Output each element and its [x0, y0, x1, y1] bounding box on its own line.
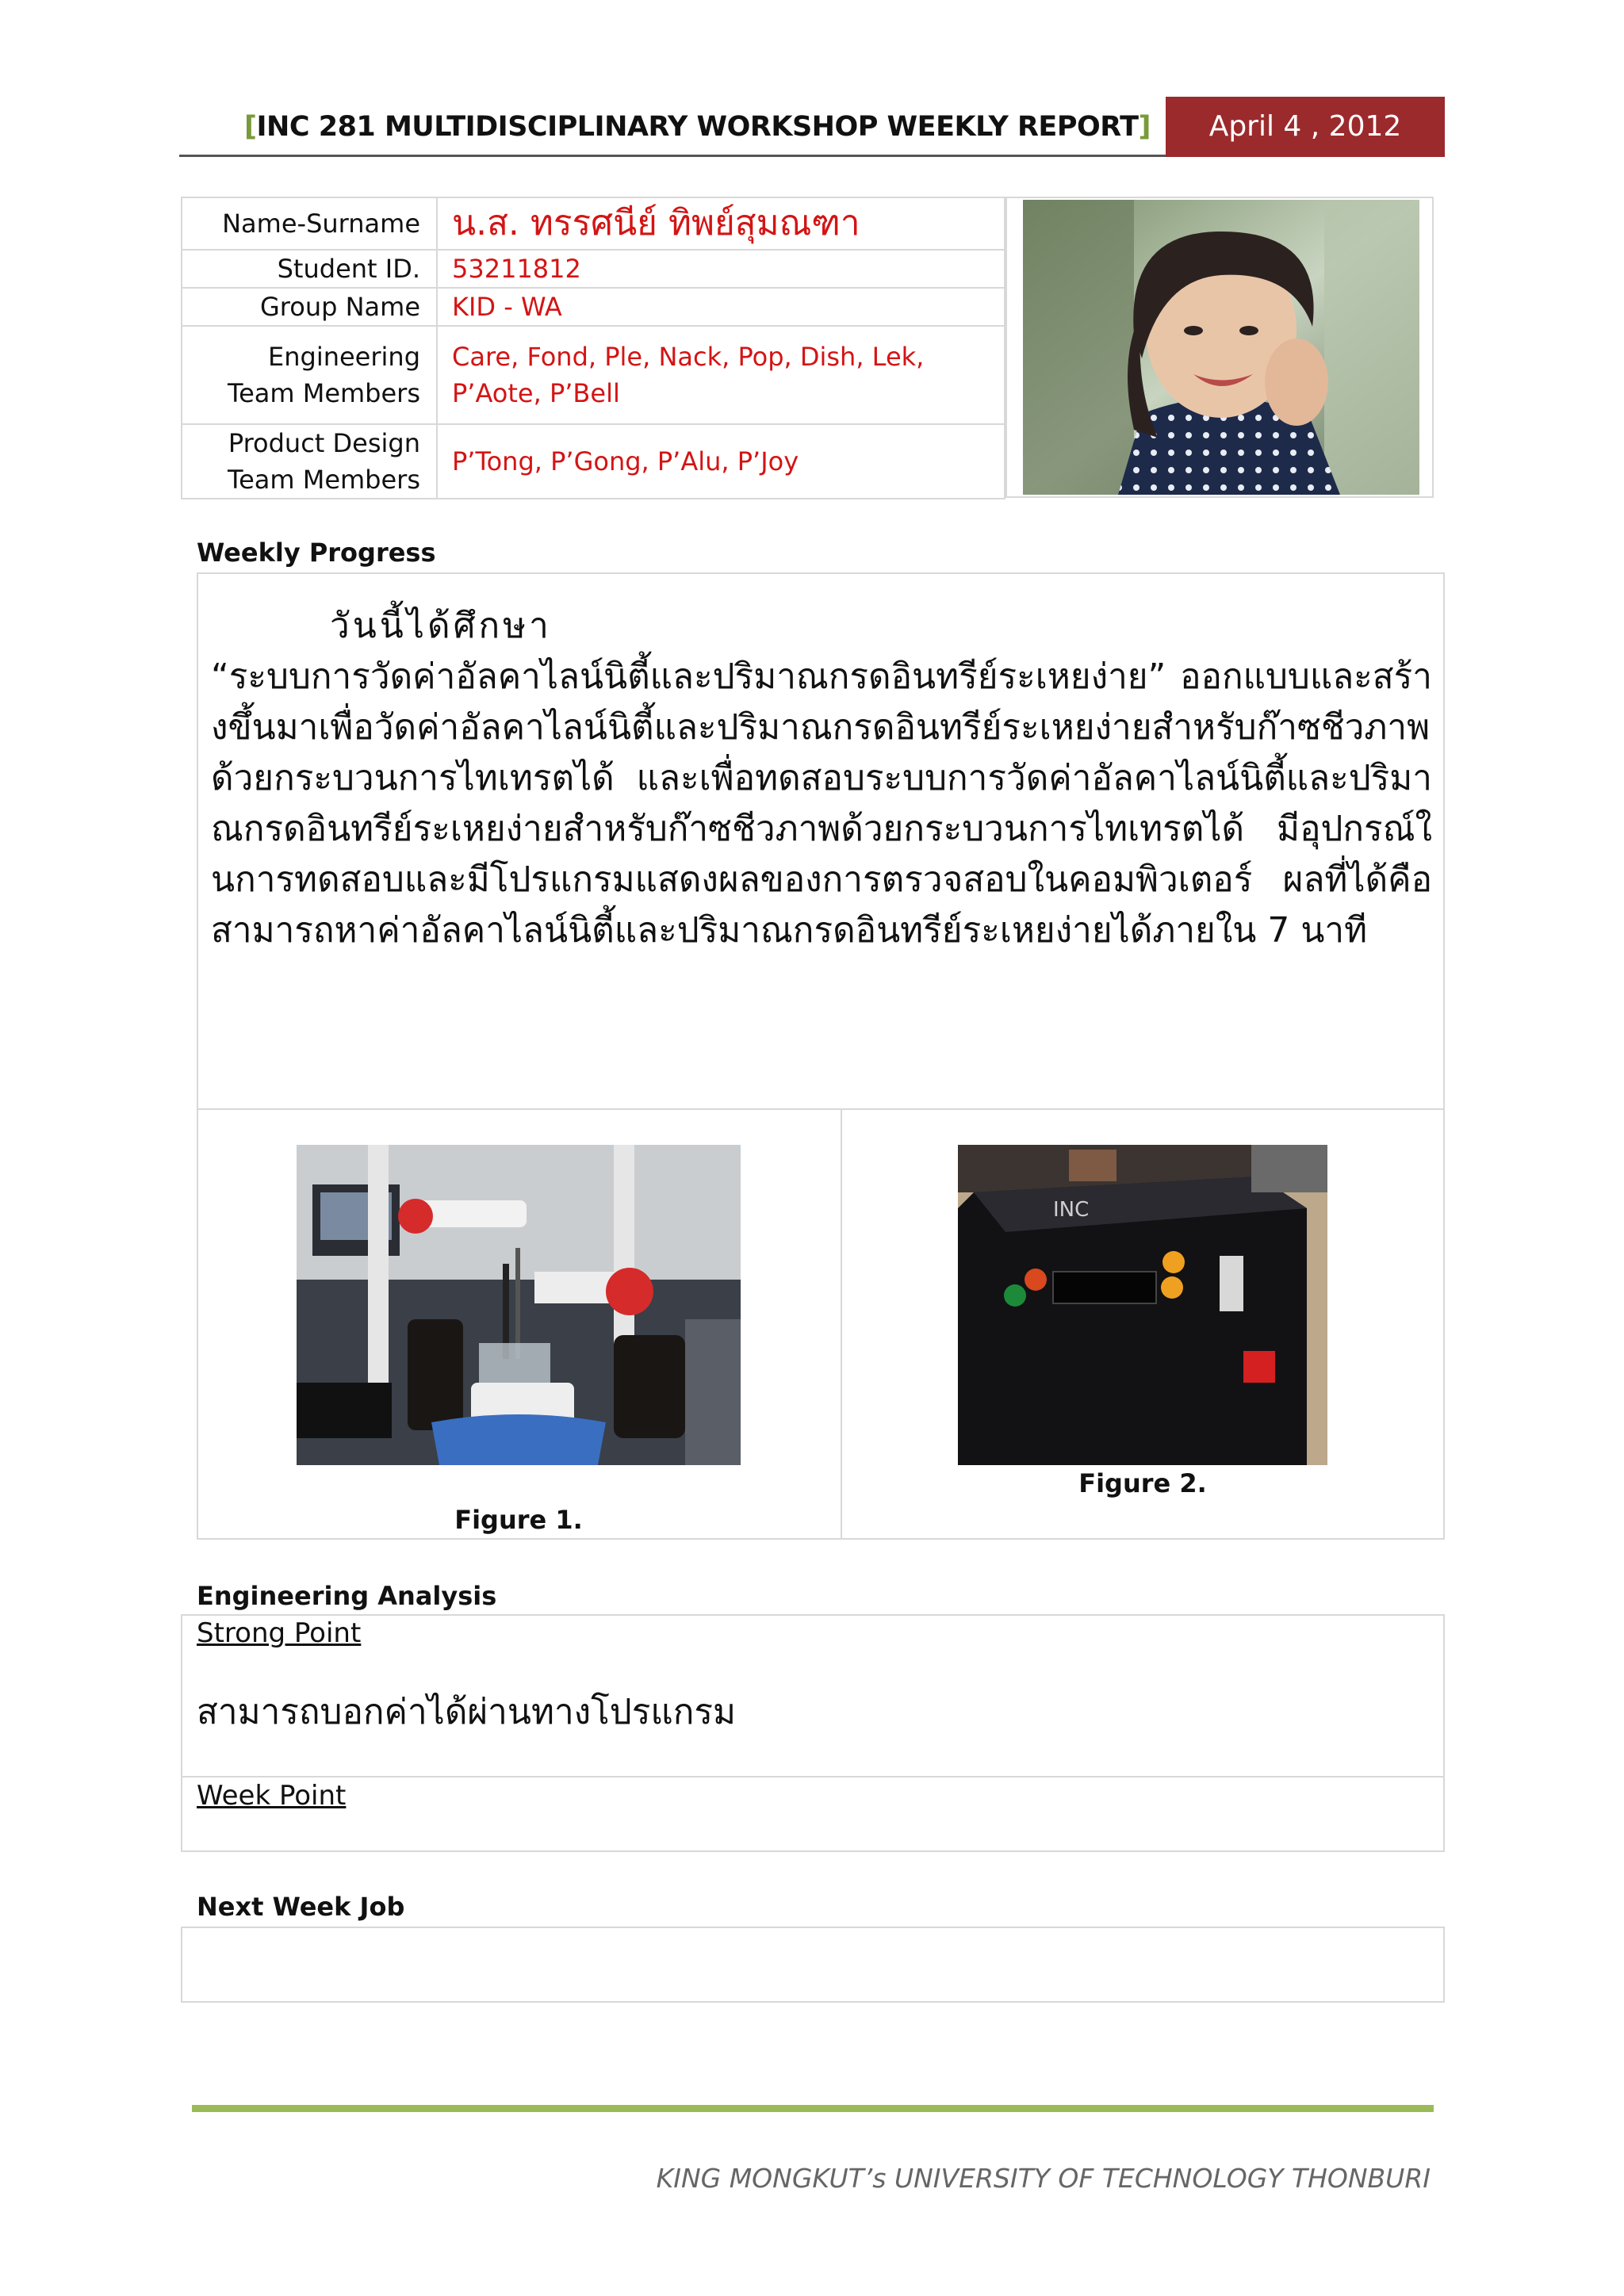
engineering-label [182, 326, 437, 424]
report-date: April 4 , 2012 [1166, 97, 1445, 157]
figure-row-divider [197, 1108, 1445, 1110]
product-design-value: P’Tong, P’Gong, P’Alu, P’Joy [437, 424, 1005, 499]
figure-column-divider [841, 1108, 842, 1540]
footer-rule [192, 2105, 1434, 2112]
product-design-label [182, 424, 437, 499]
name-value: น.ส. ทรรศนีย์ ทิพย์สุมณฑา [437, 197, 1005, 250]
engineering-value-line1: Care, Fond, Ple, Nack, Pop, Dish, Lek, [452, 342, 925, 372]
analysis-divider [181, 1776, 1445, 1777]
engineering-analysis-heading: Engineering Analysis [197, 1581, 497, 1611]
bracket-close: ] [1138, 111, 1151, 143]
weekly-progress-body: “ระบบการวัดค่าอัลคาไลน์นิตี้และปริมาณกรดอินทรีย์ระเหยง่าย” ออกแบบและสร้างขึ้นมาเพื่อวัดค่าอัลคาไลน์นิตี้และปริมาณกรดอินทรีย์ระเหยง่ายสำหรับก๊าซชีวภาพด้วยกระบวนการไทเทรตได้ และเพื่อทดสอบระบบการวัดค่าอัลคาไลน์นิตี้และปริมาณกรดอินทรีย์ระเหยง่ายสำหรับก๊าซชีวภาพด้วยกระบวนการไทเทรตได้ มีอุปกรณ์ในการทดสอบและมีโปรแกรมแสดงผลของการตรวจสอบในคอมพิวเตอร์ ผลที่ได้คือสามารถหาค่าอัลคาไลน์นิตี้และปริมาณกรดอินทรีย์ระเหยง่ายได้ภายใน 7 นาที [211, 656, 1432, 951]
id-label: Student ID. [182, 250, 437, 288]
student-photo [1023, 200, 1419, 495]
id-value: 53211812 [437, 250, 1005, 288]
group-label: Group Name [182, 288, 437, 326]
next-week-job-box [181, 1927, 1445, 2003]
product-design-label-line2: Team Members [227, 465, 420, 495]
week-point-label: Week Point [197, 1780, 347, 1812]
strong-point-label: Strong Point [197, 1617, 362, 1649]
row-engineering [182, 326, 1005, 424]
strong-point-text: สามารถบอกค่าได้ผ่านทางโปรแกรม [197, 1692, 736, 1732]
engineering-value [437, 326, 1005, 424]
engineering-value-line2: P’Aote, P’Bell [452, 378, 620, 408]
name-label: Name-Surname [182, 197, 437, 250]
report-title-text: INC 281 MULTIDISCIPLINARY WORKSHOP WEEKLY REPORT [256, 111, 1139, 143]
row-name [182, 197, 1005, 250]
student-info-table [181, 197, 1005, 499]
weekly-progress-heading: Weekly Progress [197, 538, 436, 568]
student-photo-frame [1005, 197, 1434, 498]
group-value: KID - WA [437, 288, 1005, 326]
bracket-open: [ [244, 111, 257, 143]
figure-2-caption: Figure 2. [1078, 1468, 1207, 1498]
figure-1-image [297, 1145, 741, 1465]
footer-university: KING MONGKUT’s UNIVERSITY OF TECHNOLOGY THONBURI [656, 2163, 1431, 2194]
figure-2-image [958, 1145, 1327, 1465]
weekly-progress-text [211, 601, 1432, 956]
report-title [179, 103, 1151, 151]
weekly-progress-first-line: วันนี้ได้ศึกษา [330, 606, 552, 646]
next-week-job-heading: Next Week Job [197, 1892, 405, 1922]
row-group [182, 288, 1005, 326]
row-product-design [182, 424, 1005, 499]
header-rule [179, 155, 1166, 157]
figure-1-caption: Figure 1. [454, 1505, 583, 1535]
svg-text:INC: INC [1053, 1198, 1090, 1222]
product-design-label-line1: Product Design [228, 428, 420, 458]
engineering-label-line2: Team Members [227, 378, 420, 408]
engineering-label-line1: Engineering [268, 342, 420, 372]
row-id [182, 250, 1005, 288]
